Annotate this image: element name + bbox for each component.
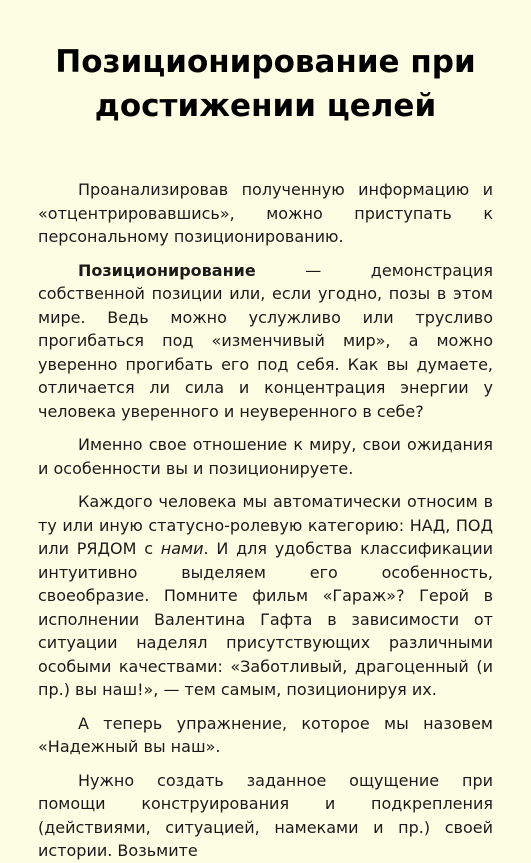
paragraph-2	[38, 259, 493, 424]
paragraph-2-text: — демонстрация собственной позиции или, если угодно, позы в этом мире. Ведь можно услужливо или трусливо прогибаться под «изменчивый мир», а можно уверенно прогибать его под себя. Как вы думаете, отличается ли сила и концентрация энергии у человека уверенного и неуверенного в себе?	[38, 260, 493, 421]
term-positioning: Позиционирование	[78, 260, 256, 280]
paragraph-4-text-a: Каждого человека мы автоматически относим в ту или иную статусно-ролевую категорию: НАД, ПОД или РЯДОМ с	[38, 492, 493, 558]
paragraph-4-text-b: . И для удобства классификации интуитивно выделяем его особенность, своеобразие. Помните фильм «Гараж»? Герой в исполнении Валентина Гафта в зависимости от ситуации наделял присутствующих различными особыми качествами: «Заботливый, драгоценный (и пр.) вы наш!», — тем самым, позиционируя их.	[38, 539, 493, 699]
emphasis-nami: нами	[160, 539, 204, 558]
paragraph-6: Нужно создать заданное ощущение при помощи конструирования и подкрепления (действиями, ситуацией, намеками и пр.) своей истории. Возьмите	[38, 770, 493, 860]
paragraph-5: А теперь упражнение, которое мы назовем «Надежный вы наш».	[38, 713, 493, 756]
body-text	[38, 178, 493, 863]
paragraph-4	[38, 490, 493, 702]
chapter-title: Позиционирование при достижении целей	[55, 44, 476, 124]
paragraph-3: Именно свое отношение к миру, свои ожидания и особенности вы и позиционируете.	[38, 435, 493, 478]
paragraph-1: Проанализировав полученную информацию и «отцентрировавшись», можно приступать к персональному позиционированию.	[38, 180, 493, 246]
